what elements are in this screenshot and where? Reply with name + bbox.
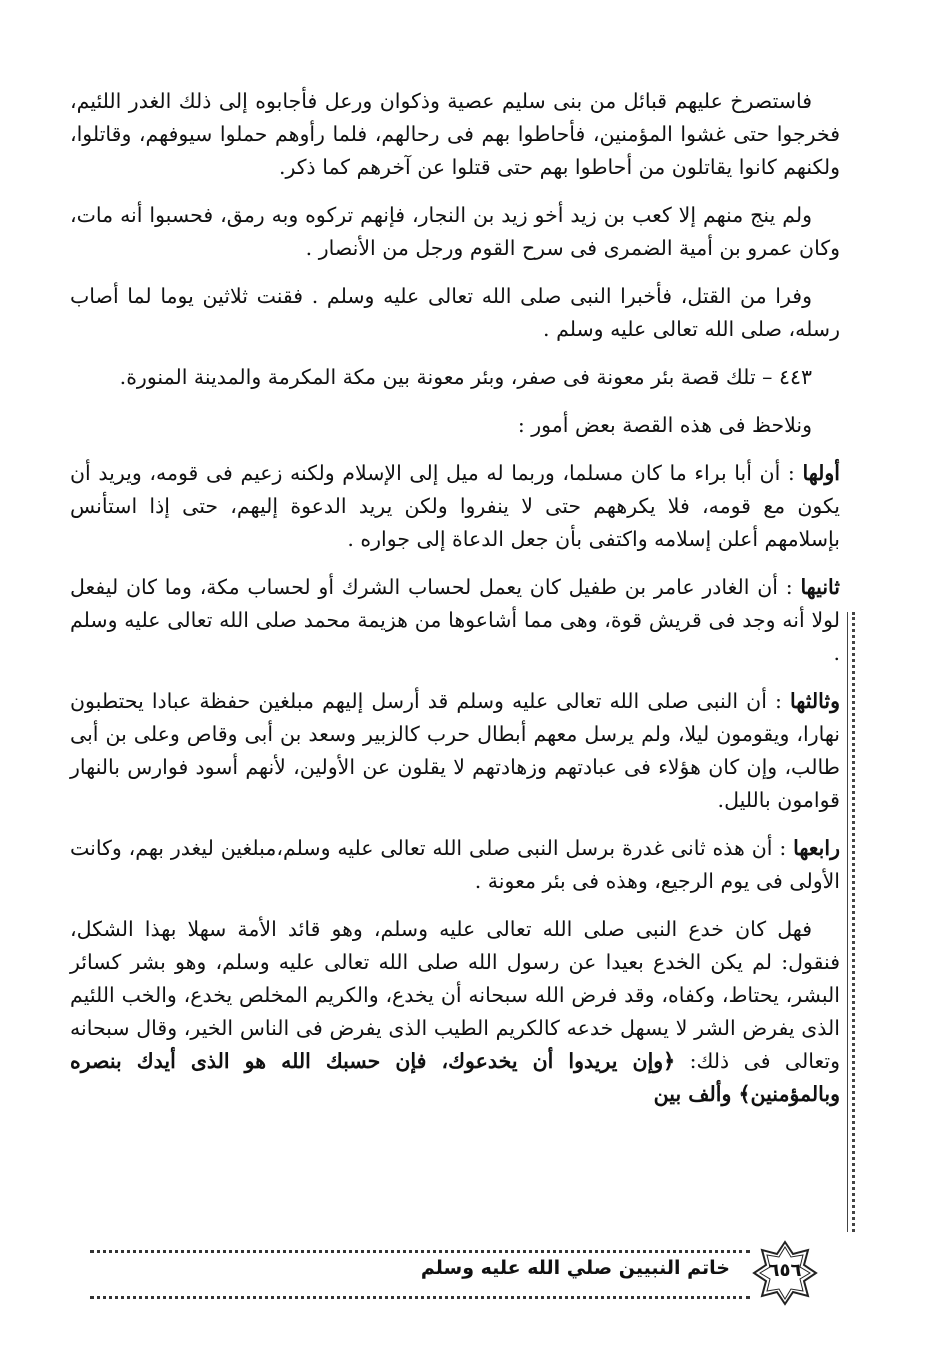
closing-paragraph	[70, 913, 840, 1111]
point-text: أن هذه ثانى غدرة برسل النبى صلى الله تعالى عليه وسلم،مبلغين ليغدر بهم، وكانت الأولى فى يوم الرجيع، وهذه فى بئر معونة .	[70, 836, 840, 893]
point-text: أن النبى صلى الله تعالى عليه وسلم قد أرسل إليهم مبلغين حفظة عبادا يحتطبون نهارا، ويقومون ليلا، ولم يرسل معهم أبطال حرب كالزبير وسعد بن أبى وقاص وعلى بن أبى طالب، وإن كان هؤلاء فى عبادتهم وزهادتهم لا يقلون عن الأولين، لأنهم أسود فوارس بالنهار قوامون بالليل.	[70, 689, 840, 812]
page-frame-line	[847, 612, 848, 1232]
page-number: ٦٥٦	[768, 1260, 802, 1281]
point-text: أن أبا براء ما كان مسلما، وربما له ميل إلى الإسلام ولكنه زعيم فى قومه، ويريد أن يكون مع قومه، فلا يكرههم حتى لا ينفروا ولكن يريد الدعوة إليهم، حتى إذا استأنس بإسلامهم أعلن إسلامه واكتفى بأن جعل الدعاة إلى جواره .	[70, 461, 840, 551]
point-lead: وثالثها :	[767, 689, 840, 713]
closing-text: فهل كان خدع النبى صلى الله تعالى عليه وسلم، وهو قائد الأمة سهلا بهذا الشكل، فنقول: لم يكن الخدع بعيدا عن رسول الله صلى الله تعالى عليه وسلم، وهو بشر كسائر البشر، يحتاط، وكفاه، وقد فرض الله سبحانه أن يخدع، والكريم المخلص يخدع، والخب اللئيم الذى يفرض الشر لا يسهل خدعه كالكريم الطيب الذى يفرض فى الناس الخير، وقال سبحانه وتعالى فى ذلك:	[70, 917, 840, 1073]
point-third	[70, 685, 840, 817]
quran-verse: ﴿وإن يريدوا أن يخدعوك، فإن حسبك الله هو الذى أيدك بنصره وبالمؤمنين﴾ وألف بين	[70, 1049, 840, 1106]
point-fourth	[70, 832, 840, 898]
point-first	[70, 457, 840, 556]
footer-book-title: خاتم النبيين صلي الله عليه وسلم	[420, 1257, 730, 1279]
paragraph: فاستصرخ عليهم قبائل من بنى سليم عصية وذكوان ورعل فأجابوه إلى ذلك الغدر اللئيم، فخرجوا حتى غشوا المؤمنين، فأحاطوا بهم فى رحالهم، فلما رأوهم حملوا سيوفهم، وقاتلوا، ولكنهم كانوا يقاتلون من أحاطوا بهم حتى قتلوا عن آخرهم كما ذكر.	[70, 89, 840, 179]
page-body	[70, 85, 840, 1126]
footer-divider-top	[90, 1250, 750, 1253]
footer-divider-bottom	[90, 1296, 750, 1299]
page-frame-border	[852, 612, 855, 1232]
observations-intro: ونلاحظ فى هذه القصة بعض أمور :	[517, 413, 812, 437]
point-second	[70, 571, 840, 670]
page-number-badge	[752, 1240, 818, 1306]
point-lead: أولها :	[780, 461, 840, 485]
numbered-item: ٤٤٣ – تلك قصة بئر معونة فى صفر، وبئر معونة بين مكة المكرمة والمدينة المنورة.	[119, 365, 812, 389]
point-text: أن الغادر عامر بن طفيل كان يعمل لحساب الشرك أو لحساب مكة، وما كان ليفعل لولا أنه وجد فى قريش قوة، وهى مما أشاعوها من هزيمة محمد صلى الله تعالى عليه وسلم .	[70, 575, 840, 665]
paragraph: وفرا من القتل، فأخبرا النبى صلى الله تعالى عليه وسلم . فقنت ثلاثين يوما لما أصاب رسله، صلى الله تعالى عليه وسلم .	[70, 284, 840, 341]
point-lead: ثانيها :	[778, 575, 840, 599]
paragraph: ولم ينج منهم إلا كعب بن زيد أخو زيد بن النجار، فإنهم تركوه وبه رمق، فحسبوا أنه مات، وكان عمرو بن أمية الضمرى فى سرح القوم ورجل من الأنصار .	[70, 203, 840, 260]
point-lead: رابعها :	[772, 836, 840, 860]
